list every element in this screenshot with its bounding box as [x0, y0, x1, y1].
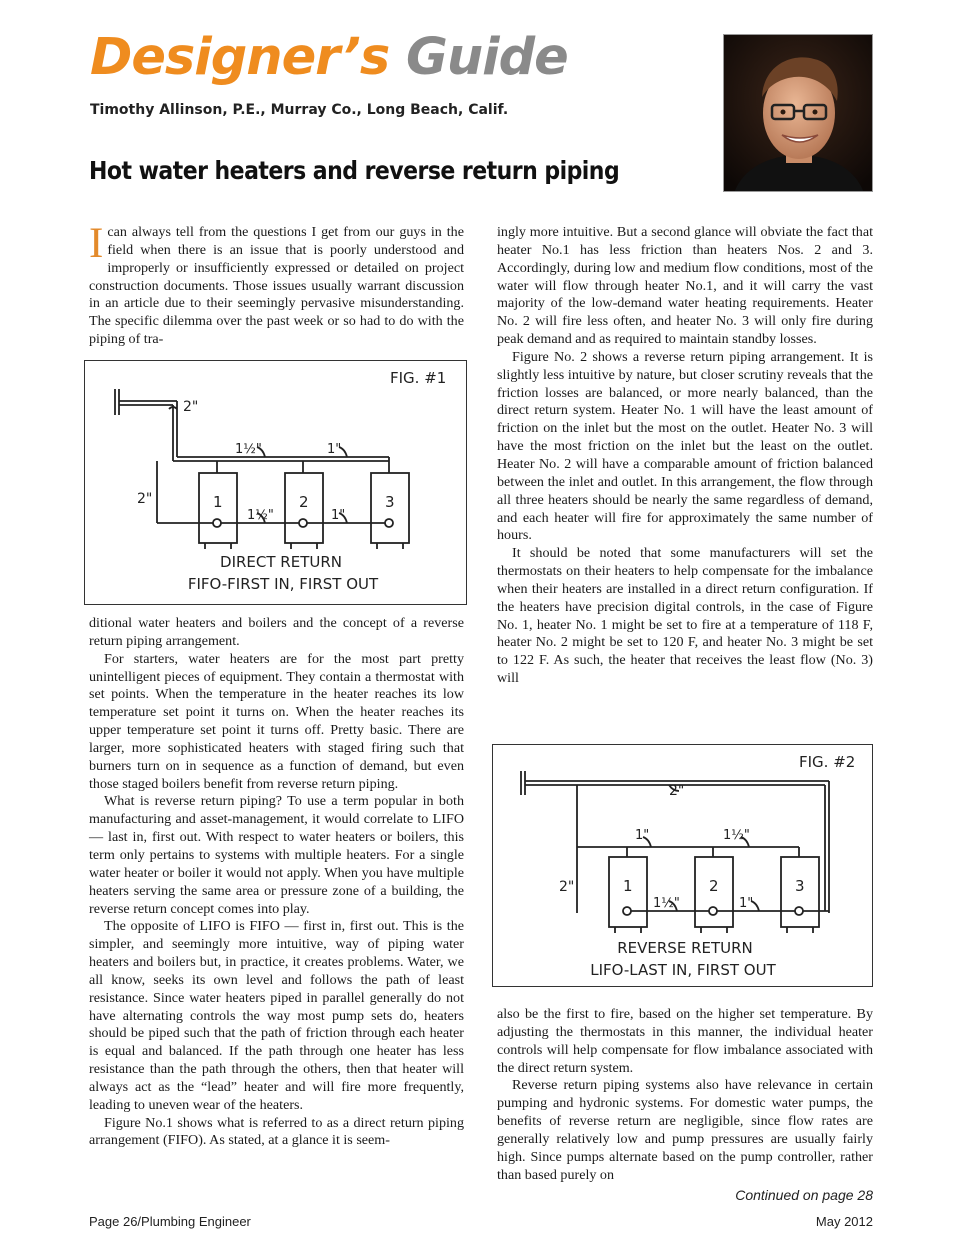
paragraph: Figure No. 2 shows a reverse return piping arrangement. It is slightly less intuitive by nature, but closer scrutiny reveals that the friction losses are balanced, or more nearly balanced, than the direct return system. Heater No. 1 will have the least amount of friction on the inlet but the most on the outlet. Heater No. 3 will have the most friction on the inlet but the least on the outlet. Heater No. 2 will have a comparable amount of friction balanced between the inlet and outlet. In this arrangement, the flow through all three heaters should be nearly the same regardless of demand, and each heater will fire for approximately the same number of hours.	[497, 348, 873, 544]
figure-1-caption-1: DIRECT RETURN	[220, 553, 342, 571]
heater-3-label: 3	[385, 493, 395, 511]
section-title-word1: Designer’s	[90, 28, 390, 87]
figure-2-pipe-label-1half-top: 1½"	[723, 828, 750, 843]
continued-notice: Continued on page 28	[735, 1187, 873, 1203]
paragraph: also be the first to fire, based on the higher set temperature. By adjusting the thermostats in this manner, the individual heater controls will help compensate for flow imbalance associated with the direct return system.	[497, 1006, 873, 1076]
figure-2-caption-1: REVERSE RETURN	[617, 939, 753, 957]
heater-3-label: 3	[795, 877, 805, 895]
figure-1-pipe-label-1half-bottom: 1½"	[247, 508, 274, 523]
figure-2-reverse-return	[492, 744, 873, 987]
paragraph: Reverse return piping systems also have relevance in certain pumping and hydronic systems. For domestic water pumps, the benefits of reverse return are negligible, since flow rates are generally relatively low and pump pressures are usually fairly high. Since pumps alternate based on the pump controller, rather than based purely on	[497, 1077, 873, 1183]
figure-2-caption-2: LIFO-LAST IN, FIRST OUT	[590, 961, 776, 979]
heater-2-label: 2	[709, 877, 719, 895]
author-photo	[723, 34, 873, 192]
paragraph: ditional water heaters and boilers and the concept of a reverse return piping arrangement.	[89, 615, 464, 649]
figure-1-pipe-label-2-left: 2"	[137, 491, 153, 507]
footer-date: May 2012	[815, 1214, 873, 1229]
column-2-top	[497, 224, 873, 688]
figure-2-label: FIG. #2	[799, 753, 856, 771]
paragraph-text: can always tell from the questions I get from our guys in the field when there is an issue that is poorly understood and improperly or insufficiently expressed or detailed on project construction documents. Those issues usually warrant discussion in an article due to their seemingly pervasive misunderstanding. The specific dilemma over the past week or so had to do with the piping of tra-	[89, 224, 464, 348]
column-1-top	[89, 220, 464, 349]
paragraph: ingly more intuitive. But a second glance will obviate the fact that heater No.1 has less friction than heaters Nos. 2 and 3. Accordingly, during low and medium flow conditions, most of the water will flow through heater No.1, and it will carry the vast majority of the low-demand water heating requirements. Heater No. 2 will fire less often, and heater No. 3 will only fire during peak demand and as required to maintain standby losses.	[497, 224, 873, 348]
figure-1-pipe-label-1-top: 1"	[327, 442, 342, 457]
section-title	[90, 30, 568, 86]
figure-1-direct-return	[84, 360, 467, 605]
paragraph: It should be noted that some manufacturers will set the thermostats on their heaters to help compensate for the imbalance when their heaters are installed in a direct return configuration. If the heaters have precision digital controls, in the case of Figure No. 1, heater No. 1 might be set to fire at a temperature of 118 F, heater No. 2 might be set to 120 F, and heater No. 3 might be set to 122 F. As such, the heater that receives the least flow (No. 3) will	[497, 545, 873, 687]
heater-1-label: 1	[623, 877, 633, 895]
heater-2-label: 2	[299, 493, 309, 511]
footer-page-info: Page 26/Plumbing Engineer	[89, 1214, 251, 1229]
figure-2-pipe-label-2-top: 2"	[669, 783, 685, 799]
column-1-bottom	[89, 615, 464, 1150]
figure-2-pipe-label-1-bottom: 1"	[739, 896, 754, 911]
figure-2-pipe-label-1half-bottom: 1½"	[653, 896, 680, 911]
drop-cap: I	[89, 220, 104, 267]
paragraph: For starters, water heaters are for the most part pretty unintelligent pieces of equipment. They contain a thermostat with set points. When the temperature in the heater reaches its low temperature set point it turns on. When the heater reaches its upper temperature set point it turns off. Pretty basic. There are larger, more sophisticated heaters with staged firing such that burners turn on in sequence as a function of demand, but even those staged boilers benefit from reverse return piping.	[89, 650, 464, 792]
figure-2-pipe-label-2-left: 2"	[559, 879, 575, 895]
figure-1-diagram	[85, 361, 465, 603]
heater-1-label: 1	[213, 493, 223, 511]
column-2-bottom	[497, 1006, 873, 1184]
figure-1-pipe-label-1-bottom: 1"	[331, 508, 346, 523]
figure-1-pipe-label-2-top: 2"	[183, 399, 199, 415]
article-title: Hot water heaters and reverse return piping	[89, 156, 620, 185]
figure-1-pipe-label-1half-top: 1½"	[235, 442, 262, 457]
figure-1-caption-2: FIFO-FIRST IN, FIRST OUT	[187, 575, 379, 593]
paragraph	[89, 220, 464, 349]
paragraph: What is reverse return piping? To use a term popular in both manufacturing and asset-management, it would correlate to LIFO — last in, first out. With respect to water heaters or boilers, this term only pertains to systems with multiple heaters. For a single water heater or boiler it would not apply. When you have multiple heaters serving the same area or pressure zone of a building, the reverse return concept comes into play.	[89, 793, 464, 917]
figure-1-label: FIG. #1	[390, 369, 447, 387]
figure-2-pipe-label-1-top: 1"	[635, 828, 650, 843]
paragraph: Figure No.1 shows what is referred to as a direct return piping arrangement (FIFO). As stated, at a glance it is seem-	[89, 1114, 464, 1149]
paragraph: The opposite of LIFO is FIFO — first in, first out. This is the simpler, and seemingly more intuitive, way of piping water heaters and boilers but, in practice, it creates problems. Water, we all know, seeks its own level and follows the path of least resistance. Since water heaters piped in parallel generally do not have alternating controls the way most pump sets do, heaters should be piped such that the path of friction through each heater is equal and balanced. If the path through one heater has less resistance than the path through the others, then that heater will always act as the “lead” heater and will fire more frequently, leading to uneven wear of the heaters.	[89, 918, 464, 1113]
author-byline: Timothy Allinson, P.E., Murray Co., Long Beach, Calif.	[90, 102, 509, 118]
author-portrait-image	[724, 35, 873, 192]
section-title-word2: Guide	[405, 28, 568, 87]
figure-2-diagram	[493, 745, 871, 985]
